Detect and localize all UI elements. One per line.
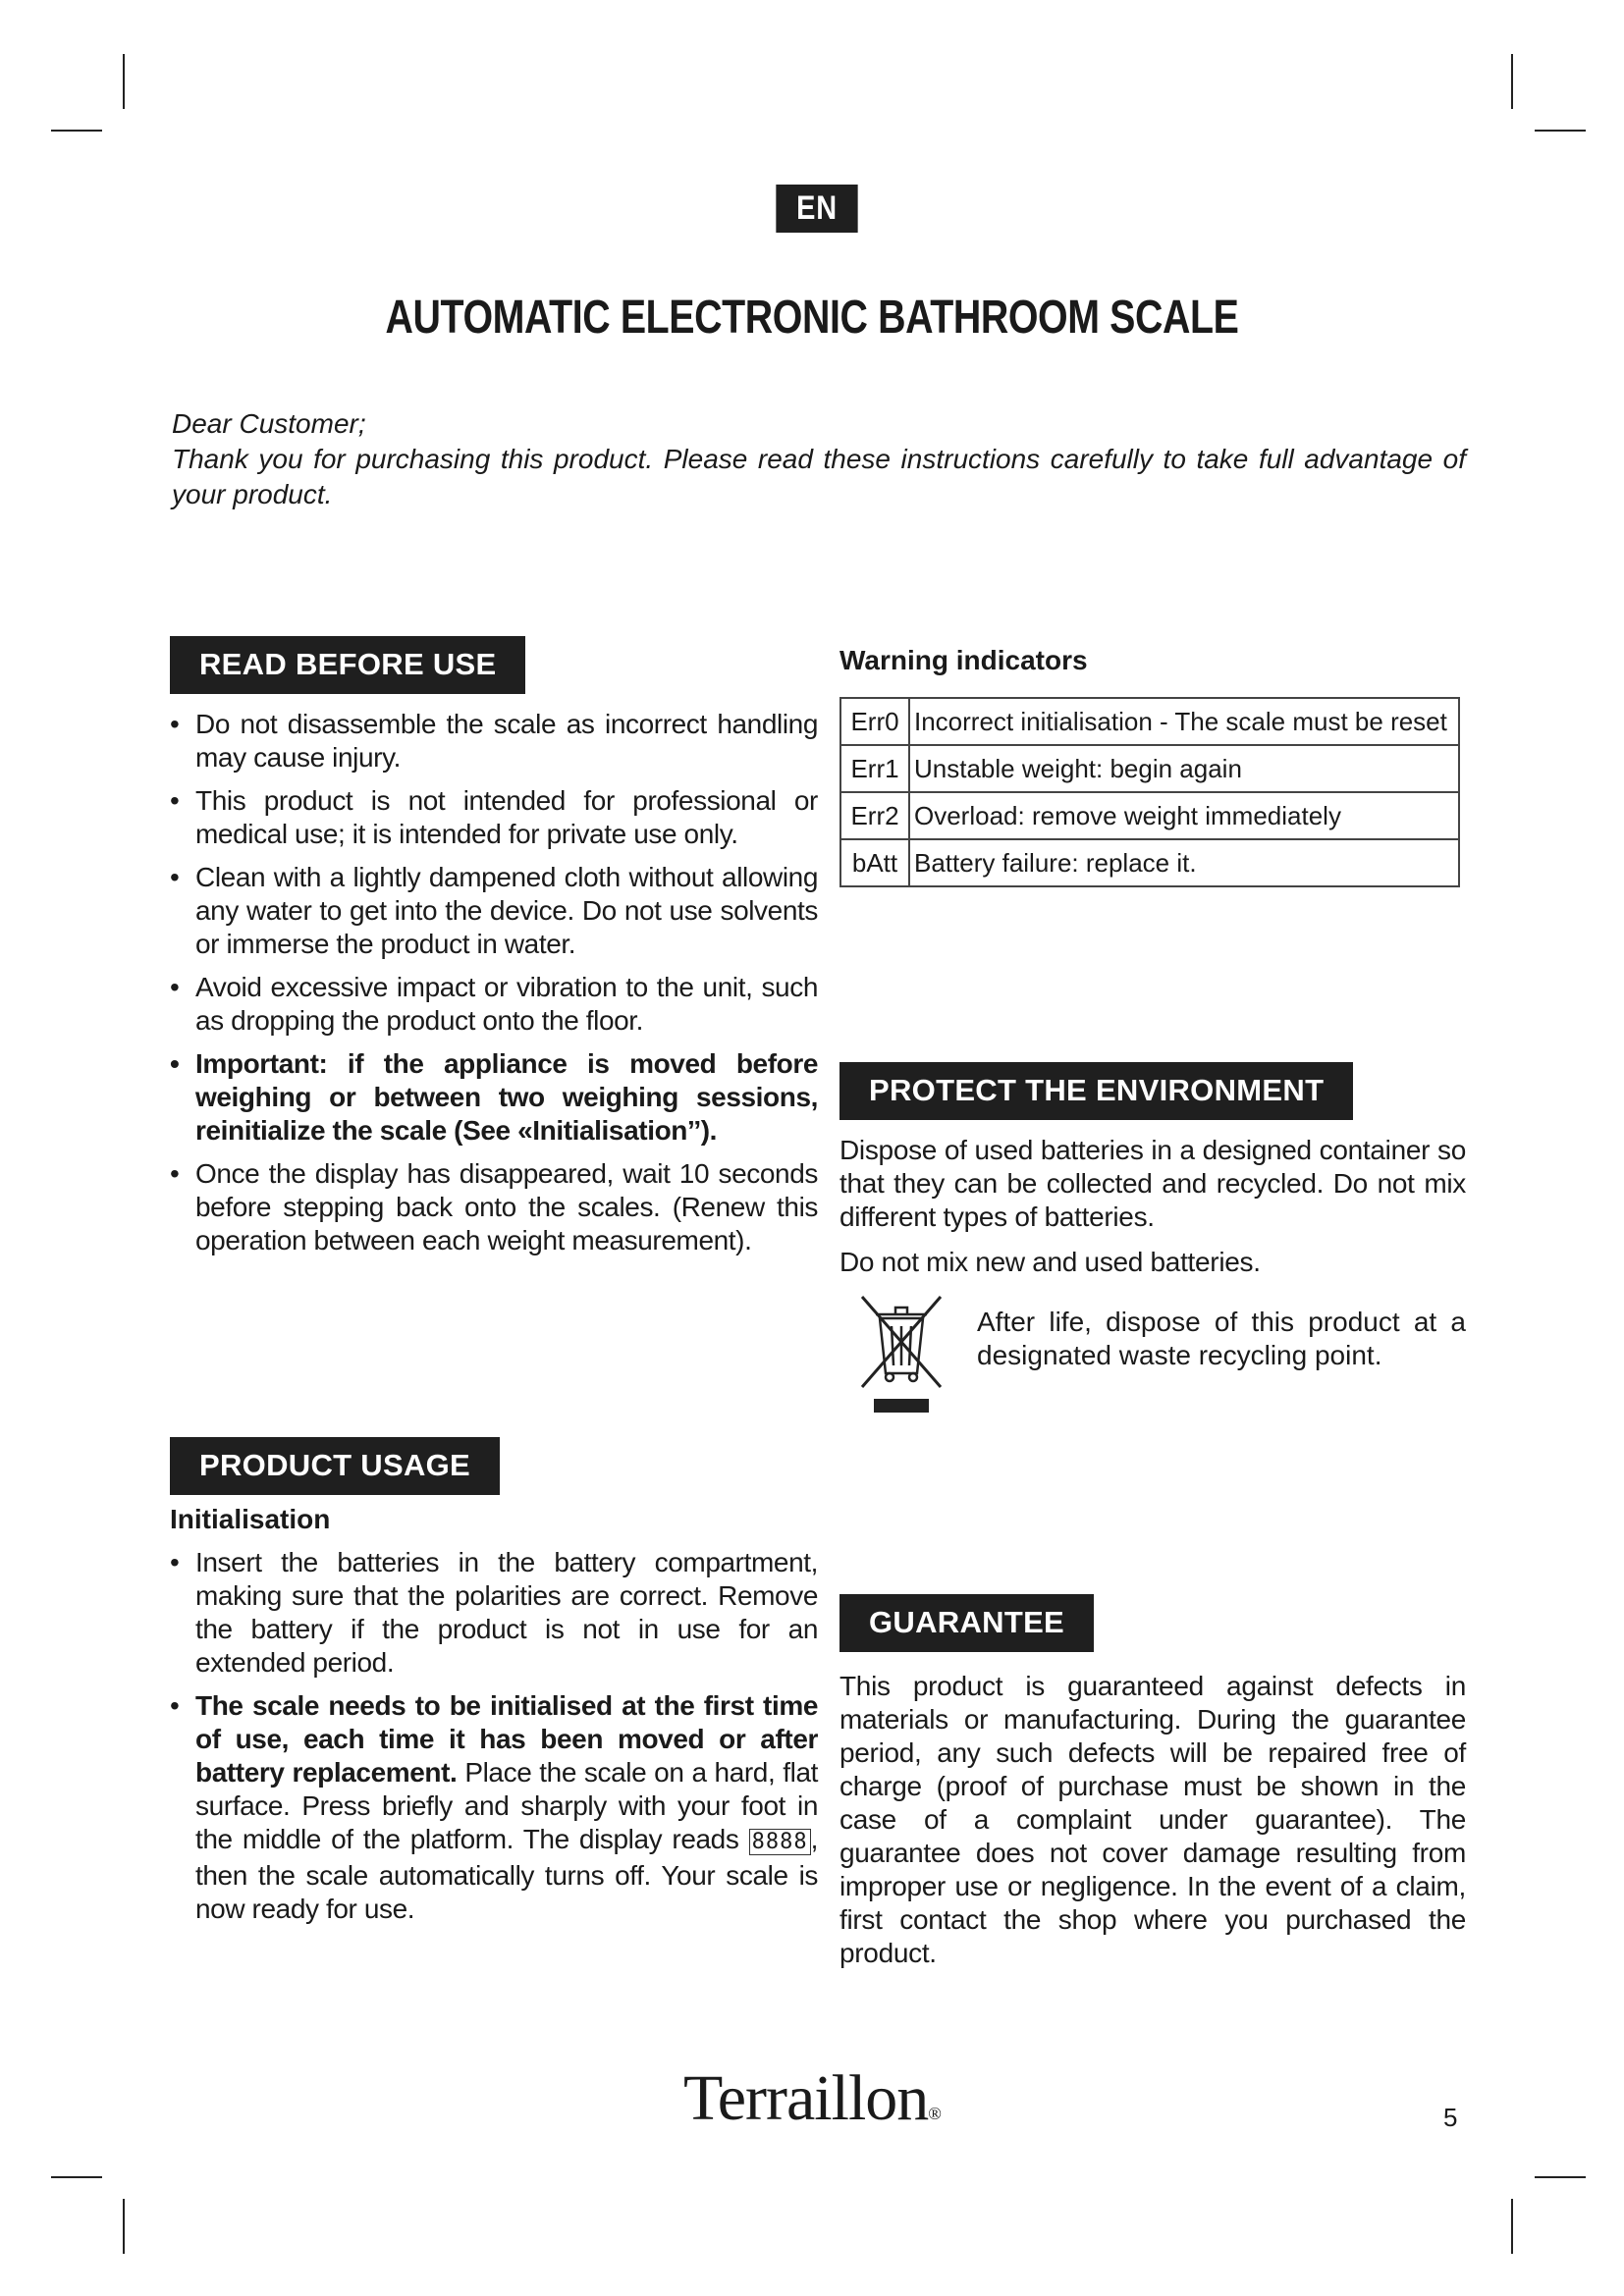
- list-item: • This product is not intended for professional or medical use; it is intended for private use only.: [170, 784, 818, 851]
- list-item: [170, 1689, 818, 1926]
- crop-mark: [1535, 130, 1586, 132]
- warning-indicators-section: [839, 644, 1466, 887]
- crop-mark: [51, 2176, 102, 2178]
- intro: [172, 406, 1466, 512]
- display-readout: 8888: [749, 1829, 811, 1855]
- intro-greeting: Dear Customer;: [172, 408, 366, 439]
- product-usage-section: [170, 1437, 818, 1936]
- warning-description: Battery failure: replace it.: [909, 839, 1459, 886]
- page-title: AUTOMATIC ELECTRONIC BATHROOM SCALE: [385, 292, 1239, 344]
- list-item: • Do not disassemble the scale as incorrect handling may cause injury.: [170, 708, 818, 774]
- initialisation-subheading: Initialisation: [170, 1504, 331, 1534]
- guarantee-section: [839, 1594, 1466, 1982]
- environment-section: [839, 1062, 1466, 1414]
- warning-indicators-heading: Warning indicators: [839, 645, 1088, 675]
- crossed-bin-icon: [856, 1291, 947, 1414]
- guarantee-body: This product is guaranteed against defects in materials or manufacturing. During the guarantee period, any such defects will be repaired free of charge (proof of purchase must be shown in the case of a complaint under guarantee). The guarantee does not cover damage resulting from improper use or negligence. In the event of a claim, first contact the shop where you purchased the product.: [839, 1671, 1466, 1968]
- brand-logo: [0, 2061, 1624, 2136]
- list-item: • Insert the batteries in the battery compartment, making sure that the polarities are correct. Remove the battery if the product is not in use for an extended period.: [170, 1546, 818, 1680]
- crop-mark: [1511, 54, 1513, 109]
- table-row: [840, 792, 1459, 839]
- intro-body: Thank you for purchasing this product. Please read these instructions carefully to take full advantage of your product.: [172, 444, 1466, 509]
- language-badge: EN: [776, 185, 857, 233]
- list-item: • Once the display has disappeared, wait 10 seconds before stepping back onto the scales. (Renew this operation between each weight measurement).: [170, 1157, 818, 1257]
- read-before-use-heading: READ BEFORE USE: [170, 636, 525, 694]
- table-row: [840, 745, 1459, 792]
- initialisation-bold-text: The scale needs to be initialised at the first time of use, each time it has been moved or after battery replacement.: [195, 1690, 818, 1788]
- list-item: • Clean with a lightly dampened cloth without allowing any water to get into the device. Do not use solvents or immerse the product in water.: [170, 861, 818, 961]
- initialisation-text: Place the scale on a hard, flat surface. Press briefly and sharply with your foot in the middle of the platform. The display reads: [195, 1757, 819, 1854]
- product-usage-heading: PRODUCT USAGE: [170, 1437, 500, 1495]
- weee-text: After life, dispose of this product at a designated waste recycling point.: [977, 1307, 1466, 1370]
- crop-mark: [51, 130, 102, 132]
- warning-description: Unstable weight: begin again: [909, 745, 1459, 792]
- warning-description: Overload: remove weight immediately: [909, 792, 1459, 839]
- brand-name: Terraillon: [683, 2062, 929, 2134]
- list-item: • Avoid excessive impact or vibration to the unit, such as dropping the product onto the floor.: [170, 971, 818, 1038]
- list-item-important: • Important: if the appliance is moved before weighing or between two weighing sessions, reinitialize the scale (See «Initialisation’’).: [170, 1047, 818, 1148]
- initialisation-list: [170, 1546, 818, 1926]
- initialisation-text-end: , then the scale automatically turns off. Your scale is now ready for use.: [195, 1824, 818, 1924]
- read-before-use-list: [170, 708, 818, 1257]
- page-number: 5: [1443, 2103, 1458, 2132]
- environment-para-1: Dispose of used batteries in a designed container so that they can be collected and recycled. Do not mix different types of batteries.: [839, 1135, 1466, 1232]
- table-row: [840, 839, 1459, 886]
- warning-code: Err1: [840, 745, 909, 792]
- warning-description: Incorrect initialisation - The scale must be reset: [909, 698, 1459, 745]
- crop-mark: [123, 54, 125, 109]
- warning-code: bAtt: [840, 839, 909, 886]
- weee-notice: [839, 1291, 1466, 1414]
- warning-code: Err2: [840, 792, 909, 839]
- environment-heading: PROTECT THE ENVIRONMENT: [839, 1062, 1353, 1120]
- environment-para-2: Do not mix new and used batteries.: [839, 1247, 1261, 1277]
- crop-mark: [123, 2199, 125, 2254]
- table-row: [840, 698, 1459, 745]
- crop-mark: [1535, 2176, 1586, 2178]
- read-before-use-section: [170, 636, 818, 1267]
- guarantee-heading: GUARANTEE: [839, 1594, 1094, 1652]
- warning-table: [839, 697, 1460, 887]
- crop-mark: [1511, 2199, 1513, 2254]
- warning-code: Err0: [840, 698, 909, 745]
- registered-mark: ®: [928, 2104, 941, 2123]
